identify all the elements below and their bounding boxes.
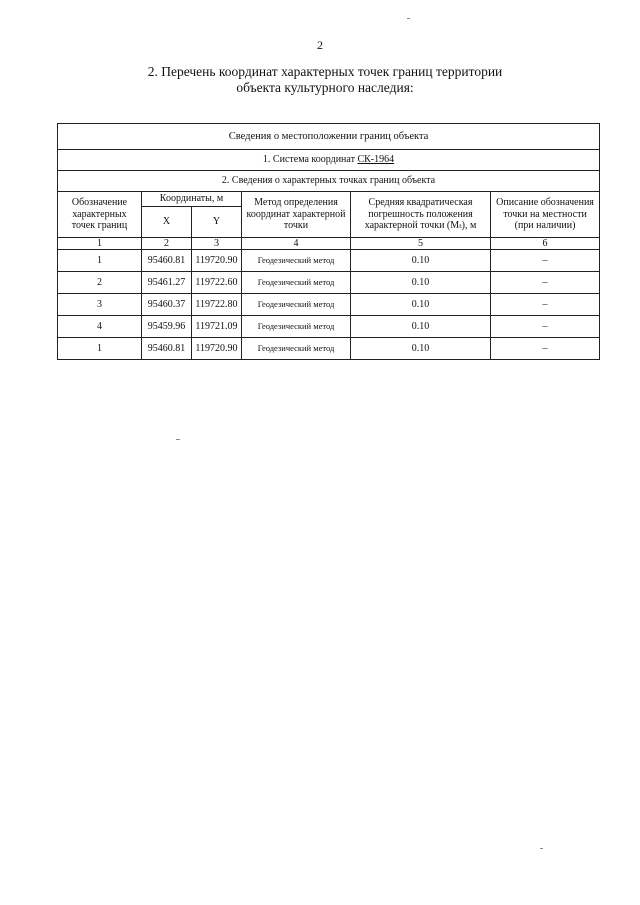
- x-cell: 95460.81: [142, 338, 192, 360]
- header-x: X: [142, 207, 192, 238]
- heading-line-2: объекта культурного наследия:: [236, 80, 414, 95]
- coord-system-label: 1. Система координат: [262, 154, 358, 166]
- description-cell: –: [491, 294, 600, 316]
- accuracy-cell: 0.10: [351, 250, 491, 272]
- column-number: 5: [351, 238, 491, 250]
- page-number: 2: [317, 38, 323, 52]
- table-row: [58, 294, 600, 316]
- method-text: Геодезический метод: [257, 254, 335, 265]
- x-cell: 95460.37: [142, 294, 192, 316]
- x-cell: 95459.96: [142, 316, 192, 338]
- accuracy-cell: 0.10: [351, 316, 491, 338]
- method-cell: [242, 316, 351, 338]
- coord-system-value: СК-1964: [357, 154, 395, 166]
- accuracy-cell: 0.10: [351, 294, 491, 316]
- point-cell: 3: [58, 294, 142, 316]
- table-row: [58, 316, 600, 338]
- points-info-label: 2. Сведения о характерных точках границ объекта: [58, 171, 600, 192]
- description-cell: –: [491, 250, 600, 272]
- description-cell: –: [491, 316, 600, 338]
- header-accuracy: Средняя квадратическая погрешность положения характерной точки (Mₜ), м: [351, 192, 491, 238]
- x-cell: 95461.27: [142, 272, 192, 294]
- scan-speck: [540, 848, 543, 849]
- method-text: Геодезический метод: [257, 276, 335, 287]
- column-number: 4: [242, 238, 351, 250]
- method-cell: [242, 294, 351, 316]
- point-cell: 1: [58, 338, 142, 360]
- point-cell: 2: [58, 272, 142, 294]
- header-method: Метод определения координат характерной точки: [242, 192, 351, 238]
- header-y: Y: [192, 207, 242, 238]
- scan-speck: [176, 439, 180, 440]
- column-number: 3: [192, 238, 242, 250]
- point-cell: 1: [58, 250, 142, 272]
- method-text: Геодезический метод: [257, 298, 335, 309]
- y-cell: 119720.90: [192, 338, 242, 360]
- point-cell: 4: [58, 316, 142, 338]
- x-cell: 95460.81: [142, 250, 192, 272]
- header-description: Описание обозначения точки на местности (при наличии): [491, 192, 600, 238]
- method-text: Геодезический метод: [257, 320, 335, 331]
- y-cell: 119722.60: [192, 272, 242, 294]
- section-heading: [80, 64, 570, 96]
- coordinates-table: [57, 123, 600, 360]
- y-cell: 119722.80: [192, 294, 242, 316]
- method-text: Геодезический метод: [257, 342, 335, 353]
- coord-system-cell: [58, 150, 600, 171]
- header-coordinates: Координаты, м: [142, 192, 242, 207]
- accuracy-cell: 0.10: [351, 338, 491, 360]
- y-cell: 119720.90: [192, 250, 242, 272]
- header-point-designation: Обозначение характерных точек границ: [58, 192, 142, 238]
- description-cell: –: [491, 272, 600, 294]
- method-cell: [242, 272, 351, 294]
- column-number: 6: [491, 238, 600, 250]
- column-number: 2: [142, 238, 192, 250]
- table-row: [58, 272, 600, 294]
- table-title: Сведения о местоположении границ объекта: [58, 124, 600, 150]
- method-cell: [242, 250, 351, 272]
- method-cell: [242, 338, 351, 360]
- heading-line-1: 2. Перечень координат характерных точек границ территории: [147, 64, 503, 79]
- table-row: [58, 250, 600, 272]
- table-row: [58, 338, 600, 360]
- column-number: 1: [58, 238, 142, 250]
- accuracy-cell: 0.10: [351, 272, 491, 294]
- description-cell: –: [491, 338, 600, 360]
- scan-speck: [407, 18, 410, 19]
- y-cell: 119721.09: [192, 316, 242, 338]
